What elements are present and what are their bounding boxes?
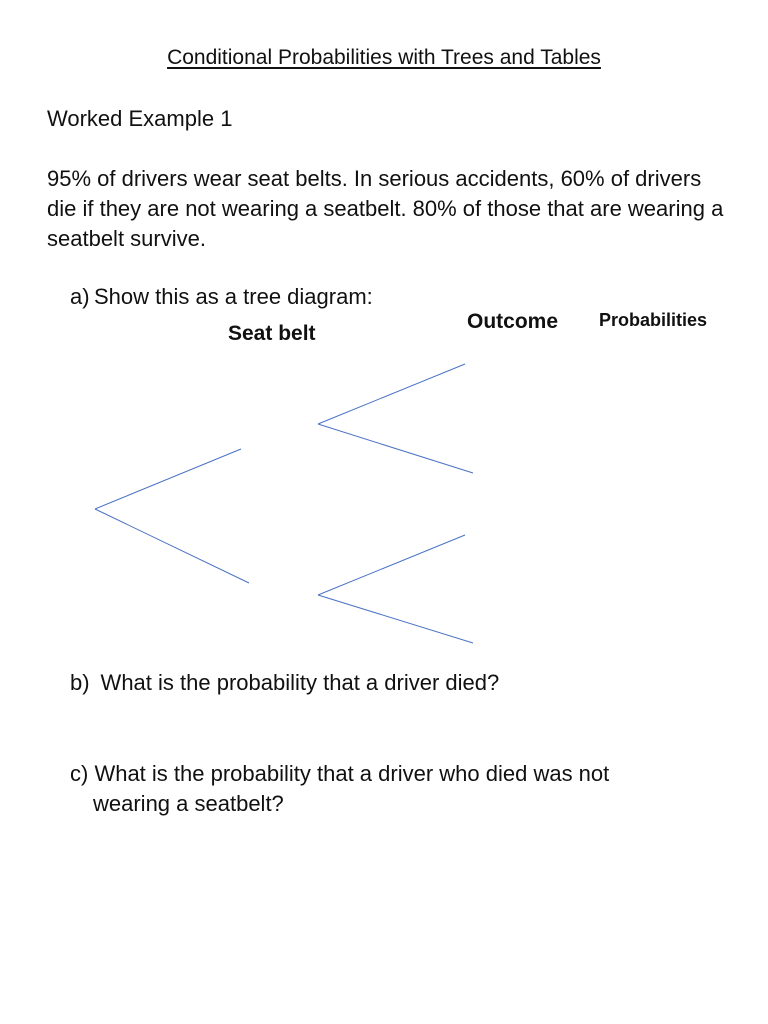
question-c-line2: wearing a seatbelt? <box>93 791 284 816</box>
tree-header-outcome: Outcome <box>467 310 559 333</box>
tree-branch-lower-bottom <box>318 595 473 643</box>
page-title: Conditional Probabilities with Trees and Tables <box>167 46 601 69</box>
problem-paragraph: 95% of drivers wear seat belts. In serious accidents, 60% of drivers die if they are not wearing a seatbelt. 80% of those that are wearing a seatbelt survive. <box>47 166 724 251</box>
example-heading: Worked Example 1 <box>47 106 233 131</box>
tree-header-probabilities: Probabilities <box>599 310 708 330</box>
question-c-line1: c) What is the probability that a driver who died was not <box>70 761 610 786</box>
tree-header-seat-belt: Seat belt <box>228 322 316 345</box>
tree-branch-first-upper <box>95 449 241 509</box>
tree-branch-first-lower <box>95 509 249 583</box>
tree-branch-lower-top <box>318 535 465 595</box>
tree-branch-upper-top <box>318 364 465 424</box>
question-a: a) Show this as a tree diagram: <box>70 284 373 309</box>
question-c <box>70 759 710 819</box>
question-b: b) What is the probability that a driver died? <box>70 670 500 695</box>
tree-branch-upper-bottom <box>318 424 473 473</box>
